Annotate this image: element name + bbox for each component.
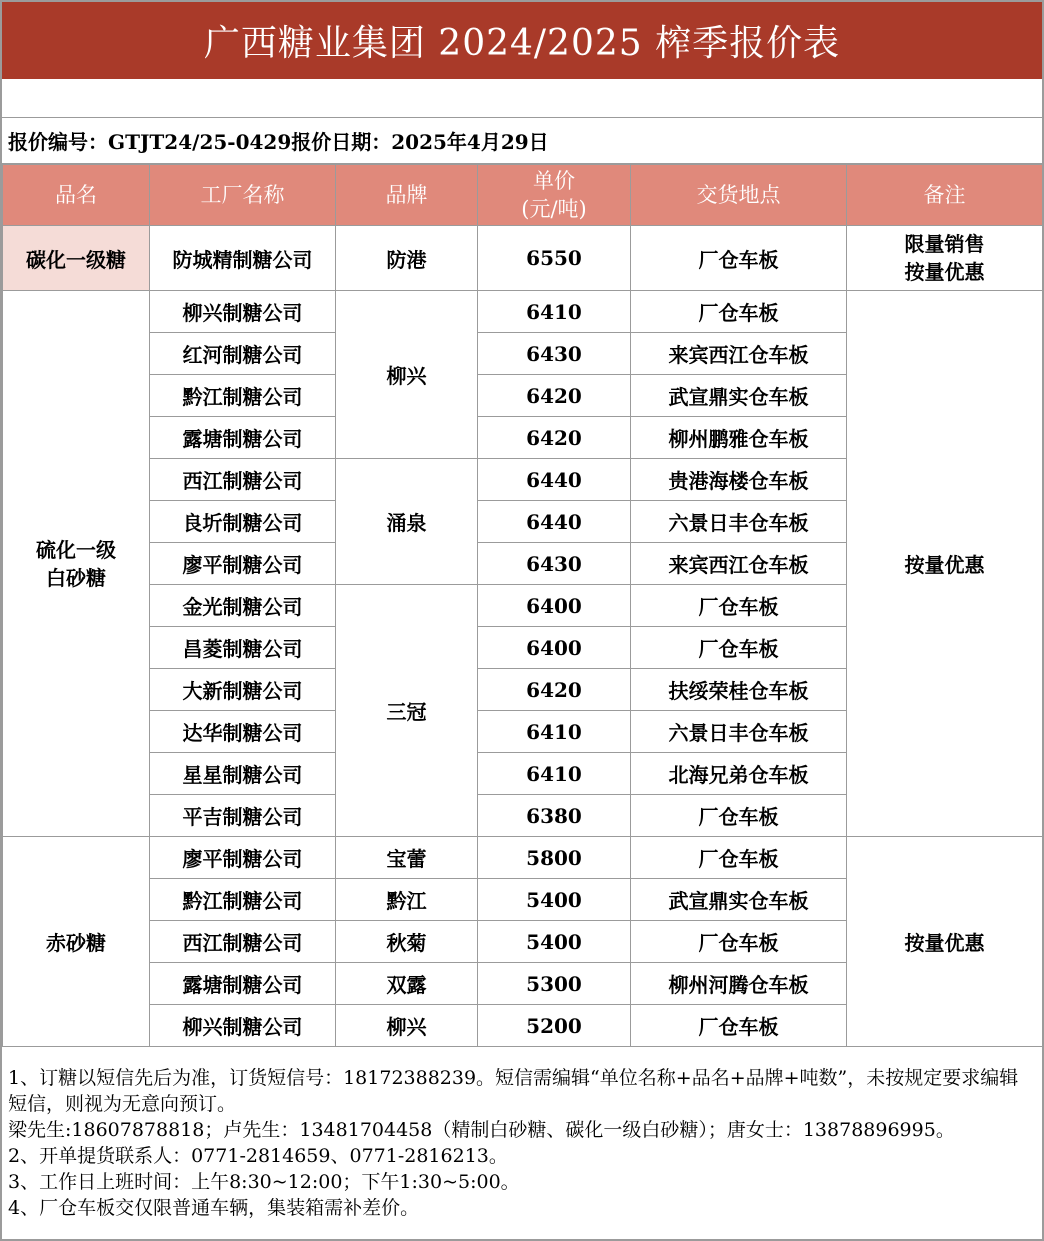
factory-cell: 露塘制糖公司 — [150, 963, 336, 1005]
factory-cell: 露塘制糖公司 — [150, 417, 336, 459]
header-remark: 备注 — [847, 165, 1043, 226]
delivery-cell: 六景日丰仓车板 — [631, 711, 847, 753]
price-cell: 6420 — [478, 669, 631, 711]
remark-line: 限量销售 — [904, 232, 985, 256]
remark-carbonated — [847, 226, 1043, 291]
factory-cell: 星星制糖公司 — [150, 753, 336, 795]
note-line: 3、工作日上班时间：上午8:30~12:00；下午1:30~5:00。 — [8, 1171, 520, 1193]
note-line: 4、厂仓车板交仅限普通车辆，集装箱需补差价。 — [8, 1197, 420, 1219]
delivery-cell: 柳州河腾仓车板 — [631, 963, 847, 1005]
factory-cell: 平吉制糖公司 — [150, 795, 336, 837]
header-price-line1: 单价 — [533, 169, 575, 193]
delivery-cell: 武宣鼎实仓车板 — [631, 375, 847, 417]
delivery-cell: 厂仓车板 — [631, 921, 847, 963]
note-line: 1、订糖以短信先后为准，订货短信号：18172388239。短信需编辑“单位名称+品名+品牌+吨数”，未按规定要求编辑短信，则视为无意向预订。 — [8, 1067, 1019, 1115]
table-row — [3, 291, 1043, 333]
factory-cell: 西江制糖公司 — [150, 921, 336, 963]
brand-cell: 防港 — [336, 226, 478, 291]
delivery-cell: 来宾西江仓车板 — [631, 543, 847, 585]
price-cell: 6420 — [478, 375, 631, 417]
brand-cell: 三冠 — [336, 585, 478, 837]
category-line: 硫化一级 — [36, 537, 116, 562]
brand-cell: 柳兴 — [336, 291, 478, 459]
price-cell: 5400 — [478, 879, 631, 921]
remark-sulfited: 按量优惠 — [847, 291, 1043, 837]
factory-cell: 廖平制糖公司 — [150, 837, 336, 879]
price-cell: 5200 — [478, 1005, 631, 1047]
category-sulfited — [3, 291, 150, 837]
factory-cell: 防城精制糖公司 — [150, 226, 336, 291]
delivery-cell: 厂仓车板 — [631, 837, 847, 879]
delivery-cell: 武宣鼎实仓车板 — [631, 879, 847, 921]
factory-cell: 柳兴制糖公司 — [150, 291, 336, 333]
delivery-cell: 扶绥荣桂仓车板 — [631, 669, 847, 711]
header-price — [478, 165, 631, 226]
factory-cell: 黔江制糖公司 — [150, 879, 336, 921]
delivery-cell: 厂仓车板 — [631, 795, 847, 837]
table-row — [3, 226, 1043, 291]
price-cell: 6410 — [478, 753, 631, 795]
price-cell: 5400 — [478, 921, 631, 963]
brand-cell: 黔江 — [336, 879, 478, 921]
factory-cell: 昌菱制糖公司 — [150, 627, 336, 669]
remark-line: 按量优惠 — [904, 260, 985, 284]
table-row — [3, 837, 1043, 879]
brand-cell: 秋菊 — [336, 921, 478, 963]
price-cell: 6400 — [478, 585, 631, 627]
price-cell: 6550 — [478, 226, 631, 291]
notes-section — [2, 1049, 1042, 1221]
category-line: 白砂糖 — [46, 565, 106, 590]
factory-cell: 金光制糖公司 — [150, 585, 336, 627]
factory-cell: 红河制糖公司 — [150, 333, 336, 375]
delivery-cell: 厂仓车板 — [631, 291, 847, 333]
price-cell: 6400 — [478, 627, 631, 669]
brand-cell: 涌泉 — [336, 459, 478, 585]
factory-cell: 黔江制糖公司 — [150, 375, 336, 417]
delivery-cell: 厂仓车板 — [631, 226, 847, 291]
price-cell: 6410 — [478, 291, 631, 333]
category-carbonated: 碳化一级糖 — [3, 226, 150, 291]
factory-cell: 西江制糖公司 — [150, 459, 336, 501]
brand-cell: 宝蕾 — [336, 837, 478, 879]
delivery-cell: 厂仓车板 — [631, 1005, 847, 1047]
price-cell: 6440 — [478, 459, 631, 501]
delivery-cell: 厂仓车板 — [631, 585, 847, 627]
header-product: 品名 — [3, 165, 150, 226]
factory-cell: 柳兴制糖公司 — [150, 1005, 336, 1047]
header-brand: 品牌 — [336, 165, 478, 226]
header-price-line2: (元/吨) — [521, 197, 587, 221]
factory-cell: 廖平制糖公司 — [150, 543, 336, 585]
note-line: 2、开单提货联系人：0771-2814659、0771-2816213。 — [8, 1145, 508, 1167]
price-table — [2, 164, 1043, 1047]
blank-row — [2, 79, 1042, 118]
delivery-cell: 来宾西江仓车板 — [631, 333, 847, 375]
remark-brown: 按量优惠 — [847, 837, 1043, 1047]
brand-cell: 双露 — [336, 963, 478, 1005]
delivery-cell: 柳州鹏雅仓车板 — [631, 417, 847, 459]
factory-cell: 大新制糖公司 — [150, 669, 336, 711]
brand-cell: 柳兴 — [336, 1005, 478, 1047]
delivery-cell: 六景日丰仓车板 — [631, 501, 847, 543]
category-brown: 赤砂糖 — [3, 837, 150, 1047]
price-cell: 6420 — [478, 417, 631, 459]
delivery-cell: 北海兄弟仓车板 — [631, 753, 847, 795]
page-title: 广西糖业集团 2024/2025 榨季报价表 — [2, 2, 1042, 79]
header-delivery: 交货地点 — [631, 165, 847, 226]
factory-cell: 达华制糖公司 — [150, 711, 336, 753]
factory-cell: 良圻制糖公司 — [150, 501, 336, 543]
price-cell: 6410 — [478, 711, 631, 753]
price-cell: 6430 — [478, 333, 631, 375]
delivery-cell: 贵港海楼仓车板 — [631, 459, 847, 501]
header-factory: 工厂名称 — [150, 165, 336, 226]
price-cell: 6380 — [478, 795, 631, 837]
price-cell: 6430 — [478, 543, 631, 585]
price-cell: 5800 — [478, 837, 631, 879]
price-cell: 5300 — [478, 963, 631, 1005]
table-header-row — [3, 165, 1043, 226]
price-cell: 6440 — [478, 501, 631, 543]
note-line: 梁先生:18607878818；卢先生：13481704458（精制白砂糖、碳化一级白砂糖）；唐女士：13878896995。 — [8, 1119, 955, 1141]
quote-info: 报价编号：GTJT24/25-0429报价日期：2025年4月29日 — [2, 118, 1042, 164]
delivery-cell: 厂仓车板 — [631, 627, 847, 669]
